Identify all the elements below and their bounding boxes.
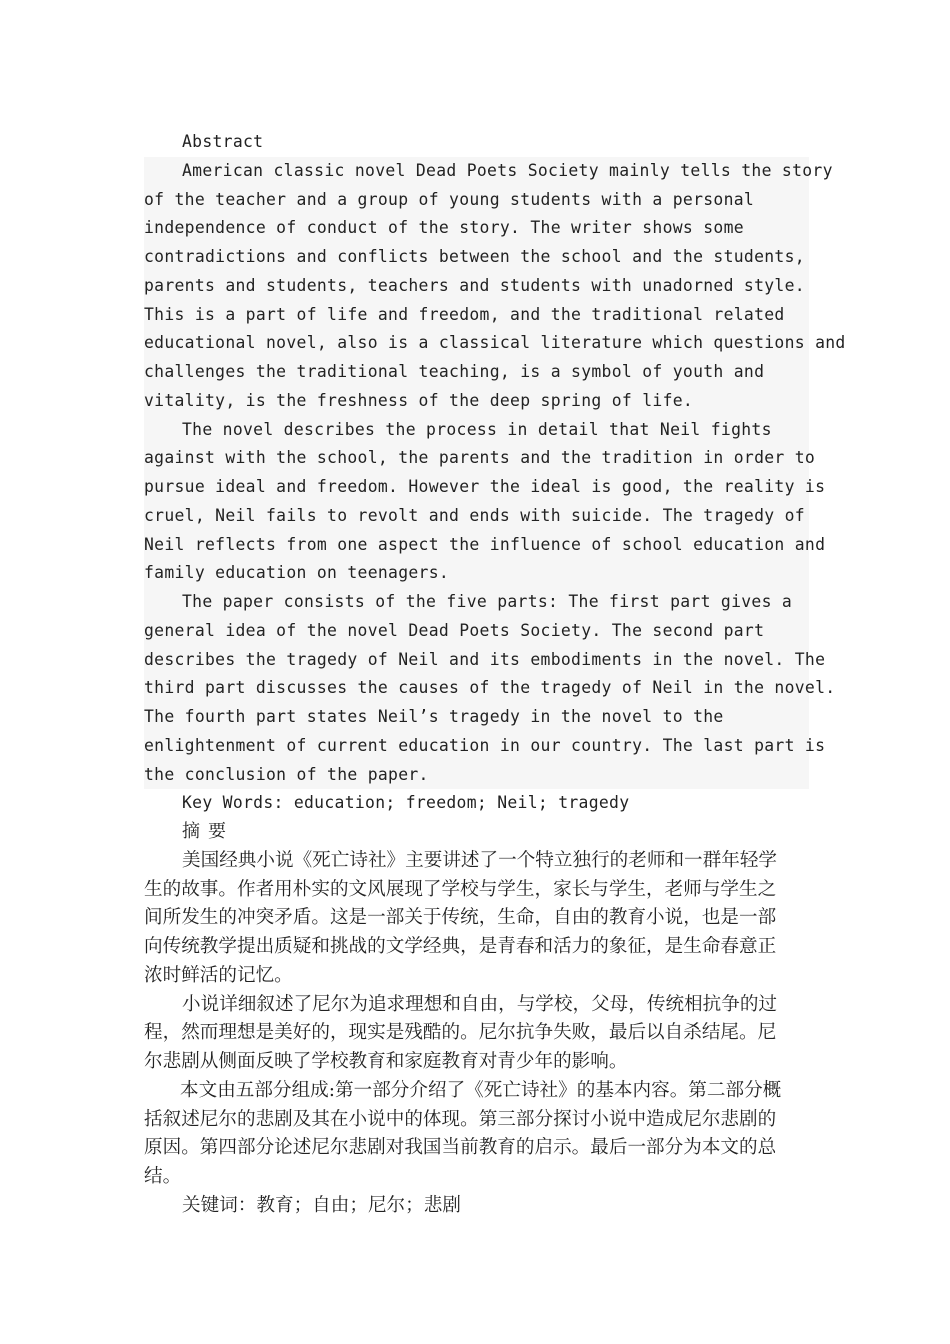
text-line: parents and students, teachers and students with unadorned style.	[144, 272, 809, 301]
text-line: 原因。第四部分论述尼尔悲剧对我国当前教育的启示。最后一部分为本文的总	[144, 1137, 777, 1159]
text-line: 生的故事。作者用朴实的文风展现了学校与学生，家长与学生，老师与学生之	[144, 878, 777, 900]
abstract-content	[144, 128, 846, 1221]
abstract-heading-zh	[144, 818, 809, 847]
text-line: cruel, Neil fails to revolt and ends with suicide. The tragedy of	[144, 502, 809, 531]
text-line: 结。	[144, 1166, 182, 1187]
text-line: 向传统教学提出质疑和挑战的文学经典，是青春和活力的象征，是生命春意正	[144, 936, 777, 957]
text-line: 小说详细叙述了尼尔为追求理想和自由，与学校，父母，传统相抗争的过	[182, 993, 778, 1015]
abstract-zh-paragraph-2	[144, 991, 809, 1077]
text-line: 浓时鲜活的记忆。	[144, 964, 293, 986]
keywords-text: 关键词：教育；自由；尼尔；悲剧	[182, 1194, 461, 1216]
text-line: third part discusses the causes of the tragedy of Neil in the novel.	[144, 674, 809, 703]
text-line: independence of conduct of the story. The writer shows some	[144, 214, 809, 243]
text-line: educational novel, also is a classical literature which questions and	[144, 329, 809, 358]
text-line: The paper consists of the five parts: The first part gives a	[144, 588, 809, 617]
text-line: 尔悲剧从侧面反映了学校教育和家庭教育对青少年的影响。	[144, 1051, 628, 1072]
text-line: 美国经典小说《死亡诗社》主要讲述了一个特立独行的老师和一群年轻学	[182, 849, 778, 871]
keywords-zh	[144, 1192, 809, 1221]
text-line: contradictions and conflicts between the school and the students,	[144, 243, 809, 272]
text-line: vitality, is the freshness of the deep spring of life.	[144, 387, 809, 416]
text-line: Neil reflects from one aspect the influence of school education and	[144, 531, 809, 560]
text-line: family education on teenagers.	[144, 559, 809, 588]
text-line: 括叙述尼尔的悲剧及其在小说中的体现。第三部分探讨小说中造成尼尔悲剧的	[144, 1108, 777, 1130]
text-line: 本文由五部分组成:第一部分介绍了《死亡诗社》的基本内容。第二部分概	[180, 1079, 782, 1101]
text-line: 程，然而理想是美好的，现实是残酷的。尼尔抗争失败，最后以自杀结尾。尼	[144, 1022, 777, 1044]
abstract-zh-paragraph-1	[144, 847, 809, 991]
text-line: the conclusion of the paper.	[144, 761, 809, 790]
heading-text: 摘要	[182, 821, 234, 842]
abstract-zh-paragraph-3	[144, 1077, 809, 1192]
abstract-en-paragraph-3	[144, 588, 836, 789]
text-line: of the teacher and a group of young students with a personal	[144, 186, 809, 215]
keywords-en	[144, 789, 809, 818]
text-line: challenges the traditional teaching, is a symbol of youth and	[144, 358, 809, 387]
text-line: enlightenment of current education in our country. The last part is	[144, 732, 809, 761]
text-line: 间所发生的冲突矛盾。这是一部关于传统，生命，自由的教育小说，也是一部	[144, 907, 777, 929]
text-line: general idea of the novel Dead Poets Society. The second part	[144, 617, 809, 646]
text-line: The fourth part states Neil’s tragedy in the novel to the	[144, 703, 809, 732]
text-line: This is a part of life and freedom, and the traditional related	[144, 301, 809, 330]
text-line: pursue ideal and freedom. However the ideal is good, the reality is	[144, 473, 809, 502]
keywords-text: Key Words: education; freedom; Neil; tragedy	[182, 793, 630, 813]
abstract-en-paragraph-1	[144, 157, 846, 416]
text-line: describes the tragedy of Neil and its embodiments in the novel. The	[144, 646, 809, 675]
text-line: American classic novel Dead Poets Society mainly tells the story	[144, 157, 809, 186]
text-line: against with the school, the parents and the tradition in order to	[144, 444, 809, 473]
abstract-en-paragraph-2	[144, 416, 826, 589]
text-line: The novel describes the process in detail that Neil fights	[144, 416, 809, 445]
heading-text: Abstract	[182, 132, 264, 151]
abstract-heading-en	[144, 128, 809, 157]
